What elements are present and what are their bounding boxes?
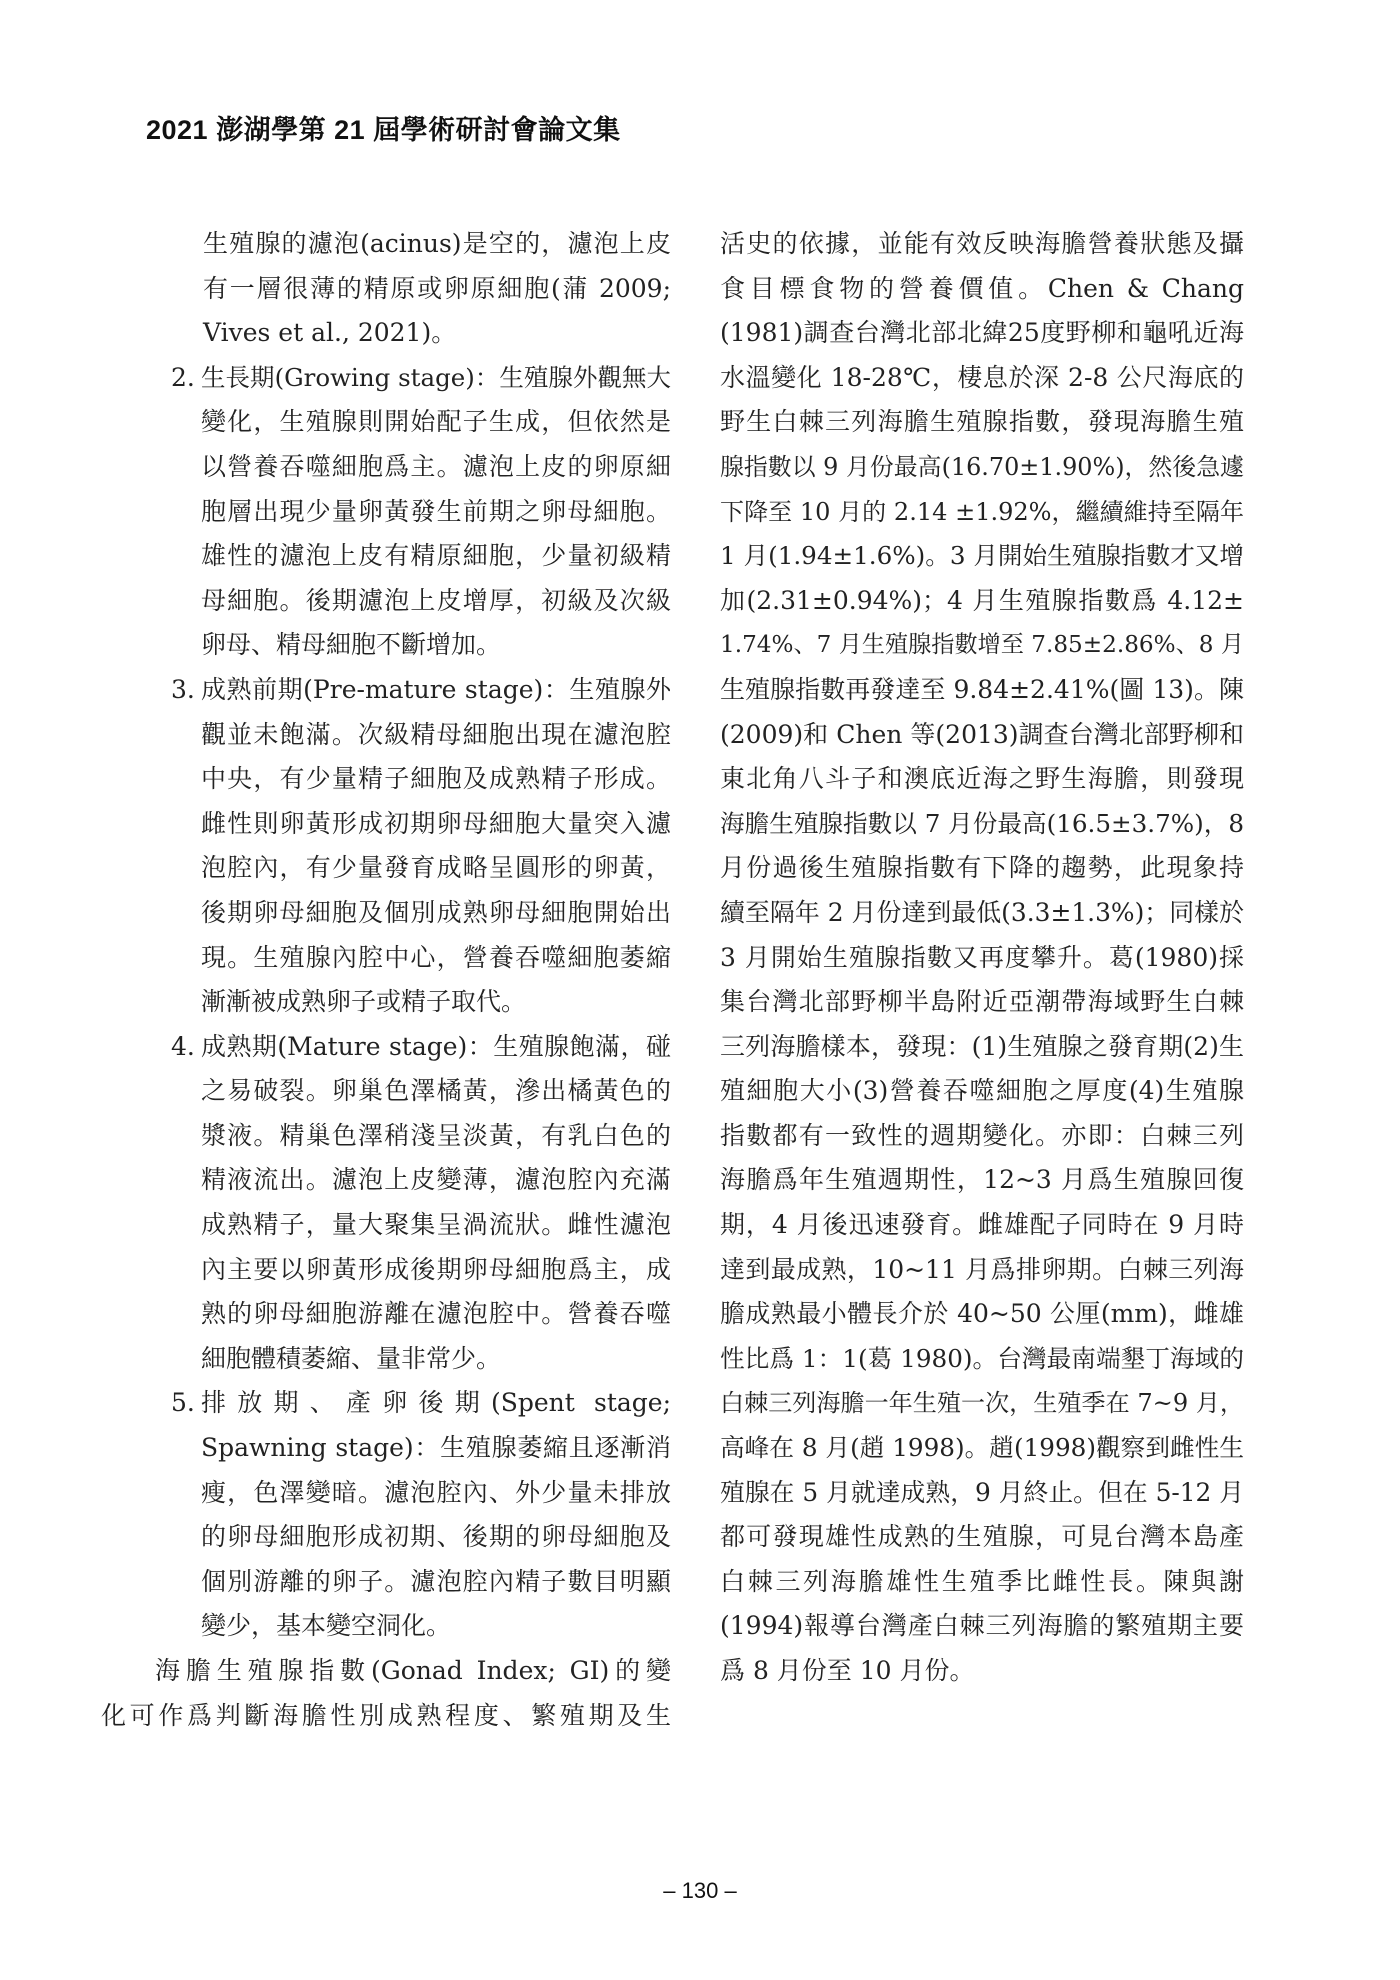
text-line: 東北角八斗子和澳底近海之野生海膽，則發現 (720, 764, 1244, 794)
stage-item-pre-mature (155, 668, 671, 1025)
text-line: 期，4 月後迅速發育。雌雄配子同時在 9 月時 (720, 1210, 1244, 1240)
text-line: 觀並未飽滿。次級精母細胞出現在濾泡腔 (201, 719, 671, 749)
text-line: 以營養吞噬細胞爲主。濾泡上皮的卵原細 (201, 451, 671, 481)
text-line: 雄性的濾泡上皮有精原細胞，少量初級精 (201, 541, 671, 571)
text-line: 的卵母細胞形成初期、後期的卵母細胞及 (201, 1522, 671, 1552)
text-line: 加(2.31±0.94%)；4 月生殖腺指數爲 4.12± (720, 585, 1244, 615)
text-line: 海膽爲年生殖週期性，12~3 月爲生殖腺回復 (720, 1165, 1244, 1195)
text-line: 現。生殖腺內腔中心，營養吞噬細胞萎縮 (201, 942, 671, 972)
text-line: 有一層很薄的精原或卵原細胞(蒲 2009; (203, 273, 671, 303)
text-line: 白棘三列海膽一年生殖一次，生殖季在 7~9 月， (720, 1389, 1244, 1418)
text-line: 高峰在 8 月(趙 1998)。趙(1998)觀察到雌性生 (720, 1433, 1244, 1463)
text-line: 野生白棘三列海膽生殖腺指數，發現海膽生殖 (720, 407, 1244, 437)
text-line: Vives et al., 2021)。 (203, 318, 457, 348)
stage-item-spent (155, 1381, 671, 1649)
text-line: 內主要以卵黃形成後期卵母細胞爲主，成 (201, 1254, 671, 1284)
text-line: 瘦，色澤變暗。濾泡腔內、外少量未排放 (201, 1477, 671, 1507)
text-line: 變化，生殖腺則開始配子生成，但依然是 (201, 407, 671, 437)
text-line: 生殖腺的濾泡(acinus)是空的，濾泡上皮 (203, 229, 671, 258)
list-number: 2. (171, 362, 195, 392)
text-line: 後期卵母細胞及個別成熟卵母細胞開始出 (201, 897, 671, 927)
text-line: 之易破裂。卵巢色澤橘黃，滲出橘黃色的 (201, 1076, 671, 1106)
list-number: 3. (171, 674, 195, 704)
text-line: 雌性則卵黃形成初期卵母細胞大量突入濾 (201, 808, 671, 838)
text-line: 生殖腺指數再發達至 9.84±2.41%(圖 13)。陳 (720, 674, 1244, 704)
text-line: 食目標食物的營養價值。Chen & Chang (720, 273, 1244, 303)
text-line: 續至隔年 2 月份達到最低(3.3±1.3%)；同樣於 (720, 897, 1244, 927)
text-line: 精液流出。濾泡上皮變薄，濾泡腔內充滿 (201, 1165, 671, 1195)
right-column (720, 222, 1244, 1694)
text-line: 成熟精子，量大聚集呈渦流狀。雌性濾泡 (201, 1210, 671, 1240)
text-line: 月份過後生殖腺指數有下降的趨勢，此現象持 (720, 853, 1244, 883)
text-line: 漿液。精巢色澤稍淺呈淡黃，有乳白色的 (201, 1120, 671, 1150)
text-line: 泡腔內，有少量發育成略呈圓形的卵黃， (201, 853, 671, 883)
text-line: 三列海膽樣本，發現：(1)生殖腺之發育期(2)生 (720, 1031, 1244, 1061)
text-line: (1981)調查台灣北部北緯25度野柳和龜吼近海 (720, 318, 1244, 348)
text-line: 1 月(1.94±1.6%)。3 月開始生殖腺指數才又增 (720, 541, 1245, 571)
text-line: 排放期、產卵後期(Spent stage; (201, 1388, 671, 1418)
text-line: 母細胞。後期濾泡上皮增厚，初級及次級 (201, 585, 671, 615)
text-line: 指數都有一致性的週期變化。亦即：白棘三列 (720, 1120, 1244, 1150)
text-line: 海膽生殖腺指數以 7 月份最高(16.5±3.7%)，8 (720, 808, 1245, 838)
page-number: – 130 – (663, 1878, 737, 1903)
text-line: 白棘三列海膽雄性生殖季比雌性長。陳與謝 (720, 1566, 1244, 1596)
stage-item-mature (155, 1025, 671, 1382)
text-line: 成熟期(Mature stage)：生殖腺飽滿，碰 (201, 1031, 671, 1061)
text-line: Spawning stage)：生殖腺萎縮且逐漸消 (201, 1433, 671, 1463)
text-line: 細胞體積萎縮、量非常少。 (201, 1343, 502, 1373)
text-line: 水溫變化 18-28℃，棲息於深 2-8 公尺海底的 (720, 362, 1244, 392)
text-line: 海膽生殖腺指數(Gonad Index; GI)的變 (155, 1656, 671, 1685)
text-line: 1.74%、7 月生殖腺指數增至 7.85±2.86%、8 月 (720, 632, 1244, 659)
gonad-index-paragraph (101, 1649, 671, 1738)
text-line: 都可發現雄性成熟的生殖腺，可見台灣本島產 (720, 1522, 1244, 1552)
text-line: 成熟前期(Pre-mature stage)：生殖腺外 (201, 674, 671, 704)
stage-item-growing (155, 356, 671, 668)
text-line: 下降至 10 月的 2.14 ±1.92%，繼續維持至隔年 (720, 497, 1244, 526)
text-line: 膽成熟最小體長介於 40~50 公厘(mm)，雌雄 (720, 1299, 1244, 1329)
text-line: 腺指數以 9 月份最高(16.70±1.90%)，然後急遽 (720, 452, 1244, 481)
text-line: 殖腺在 5 月就達成熟，9 月終止。但在 5-12 月 (720, 1477, 1244, 1507)
text-line: (2009)和 Chen 等(2013)調查台灣北部野柳和 (720, 719, 1244, 749)
left-column (101, 222, 671, 1738)
text-line: 中央，有少量精子細胞及成熟精子形成。 (201, 764, 671, 794)
list-number: 4. (171, 1031, 195, 1061)
running-header: 2021 澎湖學第 21 屆學術研討會論文集 (146, 115, 621, 145)
text-line: 變少，基本變空洞化。 (201, 1611, 452, 1641)
text-line: 化可作爲判斷海膽性別成熟程度、繁殖期及生 (101, 1700, 671, 1730)
list-number: 5. (171, 1388, 195, 1418)
text-line: 個別游離的卵子。濾泡腔內精子數目明顯 (201, 1566, 671, 1596)
text-line: 性比爲 1：1(葛 1980)。台灣最南端墾丁海域的 (720, 1343, 1244, 1373)
text-line: (1994)報導台灣產白棘三列海膽的繁殖期主要 (720, 1611, 1244, 1641)
text-line: 活史的依據，並能有效反映海膽營養狀態及攝 (720, 229, 1244, 258)
text-line: 集台灣北部野柳半島附近亞潮帶海域野生白棘 (720, 987, 1244, 1017)
text-line: 爲 8 月份至 10 月份。 (720, 1656, 975, 1685)
text-line: 漸漸被成熟卵子或精子取代。 (201, 987, 527, 1017)
right-paragraph (720, 222, 1244, 1694)
text-line: 達到最成熟，10~11 月爲排卵期。白棘三列海 (720, 1254, 1244, 1284)
text-line: 殖細胞大小(3)營養吞噬細胞之厚度(4)生殖腺 (720, 1076, 1244, 1106)
text-line: 熟的卵母細胞游離在濾泡腔中。營養吞噬 (201, 1299, 671, 1329)
text-line: 生長期(Growing stage)：生殖腺外觀無大 (201, 362, 671, 392)
text-line: 胞層出現少量卵黃發生前期之卵母細胞。 (201, 496, 671, 526)
text-line: 3 月開始生殖腺指數又再度攀升。葛(1980)採 (720, 942, 1244, 972)
text-line: 卵母、精母細胞不斷增加。 (201, 630, 502, 660)
intro-paragraph (155, 222, 671, 356)
